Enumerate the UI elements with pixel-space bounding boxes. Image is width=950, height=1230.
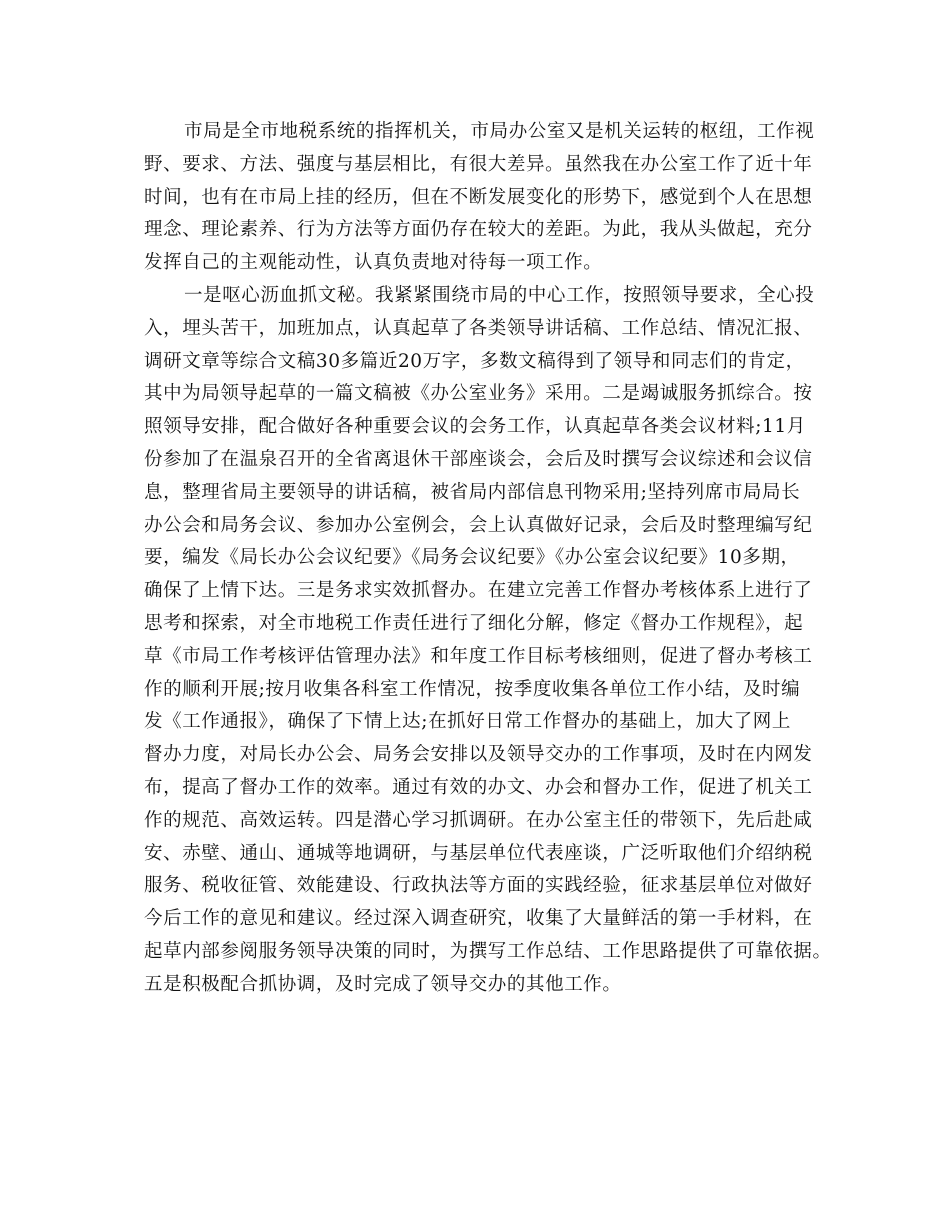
- text-line: 入，埋头苦干，加班加点，认真起草了各类领导讲话稿、工作总结、情况汇报、: [144, 317, 813, 339]
- text-line: 作的顺利开展;按月收集各科室工作情况，按季度收集各单位工作小结，及时编: [144, 678, 801, 700]
- paragraph-2: [144, 280, 832, 1002]
- text-line: 作的规范、高效运转。四是潜心学习抓调研。在办公室主任的带领下，先后赴咸: [144, 809, 813, 831]
- text-line: 一是呕心沥血抓文秘。我紧紧围绕市局的中心工作，按照领导要求，全心投: [184, 284, 815, 306]
- text-line: 起草内部参阅服务领导决策的同时，为撰写工作总结、工作思路提供了可靠依据。: [144, 940, 832, 962]
- text-line: 服务、税收征管、效能建设、行政执法等方面的实践经验，征求基层单位对做好: [144, 875, 813, 897]
- text-line: 今后工作的意见和建议。经过深入调查研究，收集了大量鲜活的第一手材料，在: [144, 908, 813, 930]
- text-line: 其中为局领导起草的一篇文稿被《办公室业务》采用。二是竭诚服务抓综合。按: [144, 383, 813, 405]
- text-line: 调研文章等综合文稿30多篇近20万字，多数文稿得到了领导和同志们的肯定，: [144, 350, 805, 372]
- text-line: 野、要求、方法、强度与基层相比，有很大差异。虽然我在办公室工作了近十年: [144, 153, 813, 175]
- text-line: 思考和探索，对全市地税工作责任进行了细化分解，修定《督办工作规程》，起: [144, 612, 804, 634]
- text-line: 督办力度，对局长办公会、局务会安排以及领导交办的工作事项，及时在内网发: [144, 744, 813, 766]
- text-line: 理念、理论素养、行为方法等方面仍存在较大的差距。为此，我从头做起，充分: [144, 219, 813, 241]
- text-line: 五是积极配合抓协调，及时完成了领导交办的其他工作。: [144, 973, 622, 995]
- text-line: 要，编发《局长办公会议纪要》《局务会议纪要》《办公室会议纪要》10多期，: [144, 547, 800, 569]
- paragraph-1: [144, 116, 824, 280]
- text-line: 发《工作通报》，确保了下情上达;在抓好日常工作督办的基础上，加大了网上: [144, 711, 791, 733]
- text-line: 息，整理省局主要领导的讲话稿，被省局内部信息刊物采用;坚持列席市局局长: [144, 481, 801, 503]
- text-line: 时间，也有在市局上挂的经历，但在不断发展变化的形势下，感觉到个人在思想: [144, 186, 813, 208]
- text-line: 市局是全市地税系统的指挥机关，市局办公室又是机关运转的枢纽，工作视: [184, 121, 815, 142]
- body-text: [144, 116, 832, 1002]
- text-line: 安、赤壁、通山、通城等地调研，与基层单位代表座谈，广泛听取他们介绍纳税: [144, 842, 813, 864]
- text-line: 照领导安排，配合做好各种重要会议的会务工作，认真起草各类会议材料;11月: [144, 416, 806, 438]
- text-line: 份参加了在温泉召开的全省离退休干部座谈会，会后及时撰写会议综述和会议信: [144, 448, 813, 470]
- text-line: 草《市局工作考核评估管理办法》和年度工作目标考核细则，促进了督办考核工: [144, 645, 813, 667]
- text-line: 办公会和局务会议、参加办公室例会，会上认真做好记录，会后及时整理编写纪: [144, 514, 813, 536]
- text-line: 布，提高了督办工作的效率。通过有效的办文、办会和督办工作，促进了机关工: [144, 776, 813, 798]
- text-line: 确保了上情下达。三是务求实效抓督办。在建立完善工作督办考核体系上进行了: [144, 580, 813, 602]
- text-line: 发挥自己的主观能动性，认真负责地对待每一项工作。: [144, 252, 603, 274]
